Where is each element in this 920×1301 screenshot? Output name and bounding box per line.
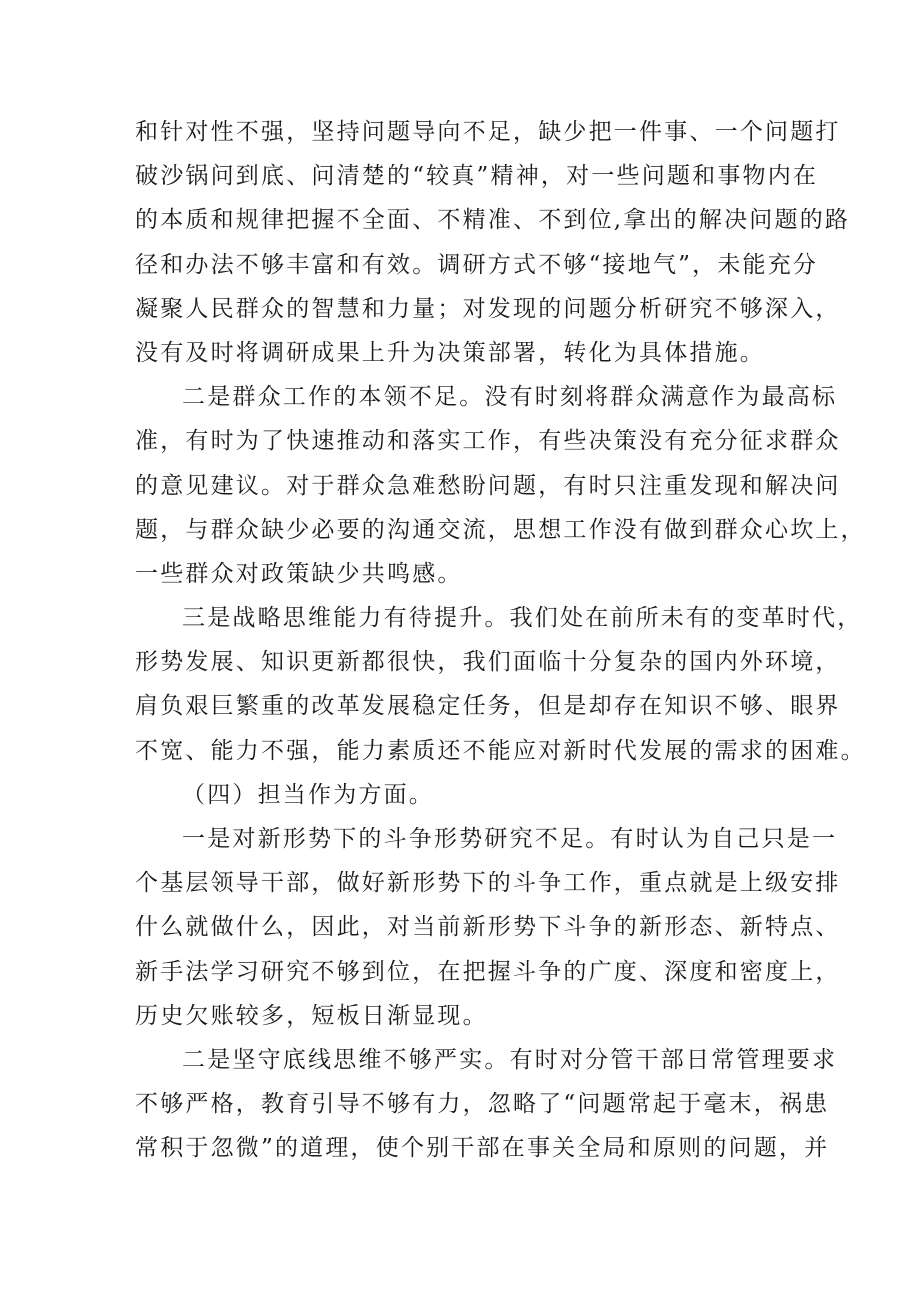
text-line: 凝聚人民群众的智慧和力量；对发现的问题分析研究不够深入， <box>135 295 841 322</box>
text-line: 形势发展、知识更新都很快，我们面临十分复杂的国内外环境， <box>135 649 841 676</box>
text-line: 没有及时将调研成果上升为决策部署，转化为具体措施。 <box>135 339 765 366</box>
text-line: 题，与群众缺少必要的沟通交流，思想工作没有做到群众心坎上， <box>135 516 866 543</box>
paragraph-start-line: 二是群众工作的本领不足。没有时刻将群众满意作为最高标 <box>182 384 838 411</box>
text-line: 个基层领导干部，做好新形势下的斗争工作，重点就是上级安排 <box>135 870 841 897</box>
text-line: 和针对性不强，坚持问题导向不足，缺少把一件事、一个问题打 <box>135 119 841 145</box>
text-line: 破沙锅问到底、问清楚的“较真”精神，对一些问题和事物内在 <box>135 163 819 190</box>
text-line: 径和办法不够丰富和有效。调研方式不够“接地气”，未能充分 <box>135 251 819 278</box>
text-line: 的本质和规律把握不全面、不精准、不到位,拿出的解决问题的路 <box>135 207 851 234</box>
text-line: 不够严格，教育引导不够有力，忽略了“问题常起于毫末，祸患 <box>135 1091 830 1118</box>
text-line: 不宽、能力不强，能力素质还不能应对新时代发展的需求的困难。 <box>135 737 866 764</box>
text-line: 常积于忽微”的道理，使个别干部在事关全局和原则的问题，并 <box>135 1135 830 1162</box>
text-line: 新手法学习研究不够到位，在把握斗争的广度、深度和密度上， <box>135 958 841 985</box>
text-line: 什么就做什么，因此，对当前新形势下斗争的新形态、新特点、 <box>135 914 841 941</box>
section-heading: （四）担当作为方面。 <box>182 781 434 808</box>
document-body <box>135 110 866 1171</box>
text-line: 准，有时为了快速推动和落实工作，有些决策没有充分征求群众 <box>135 428 841 455</box>
text-line: 肩负艰巨繁重的改革发展稳定任务，但是却存在知识不够、眼界 <box>135 693 841 720</box>
text-line: 一些群众对政策缺少共鸣感。 <box>135 560 463 587</box>
paragraph-start-line: 三是战略思维能力有待提升。我们处在前所未有的变革时代， <box>182 605 863 632</box>
paragraph-start-line: 二是坚守底线思维不够严实。有时对分管干部日常管理要求 <box>182 1046 838 1073</box>
paragraph-start-line: 一是对新形势下的斗争形势研究不足。有时认为自己只是一 <box>182 826 838 852</box>
text-line: 历史欠账较多，短板日渐显现。 <box>135 1002 488 1029</box>
text-line: 的意见建议。对于群众急难愁盼问题，有时只注重发现和解决问 <box>135 472 841 499</box>
